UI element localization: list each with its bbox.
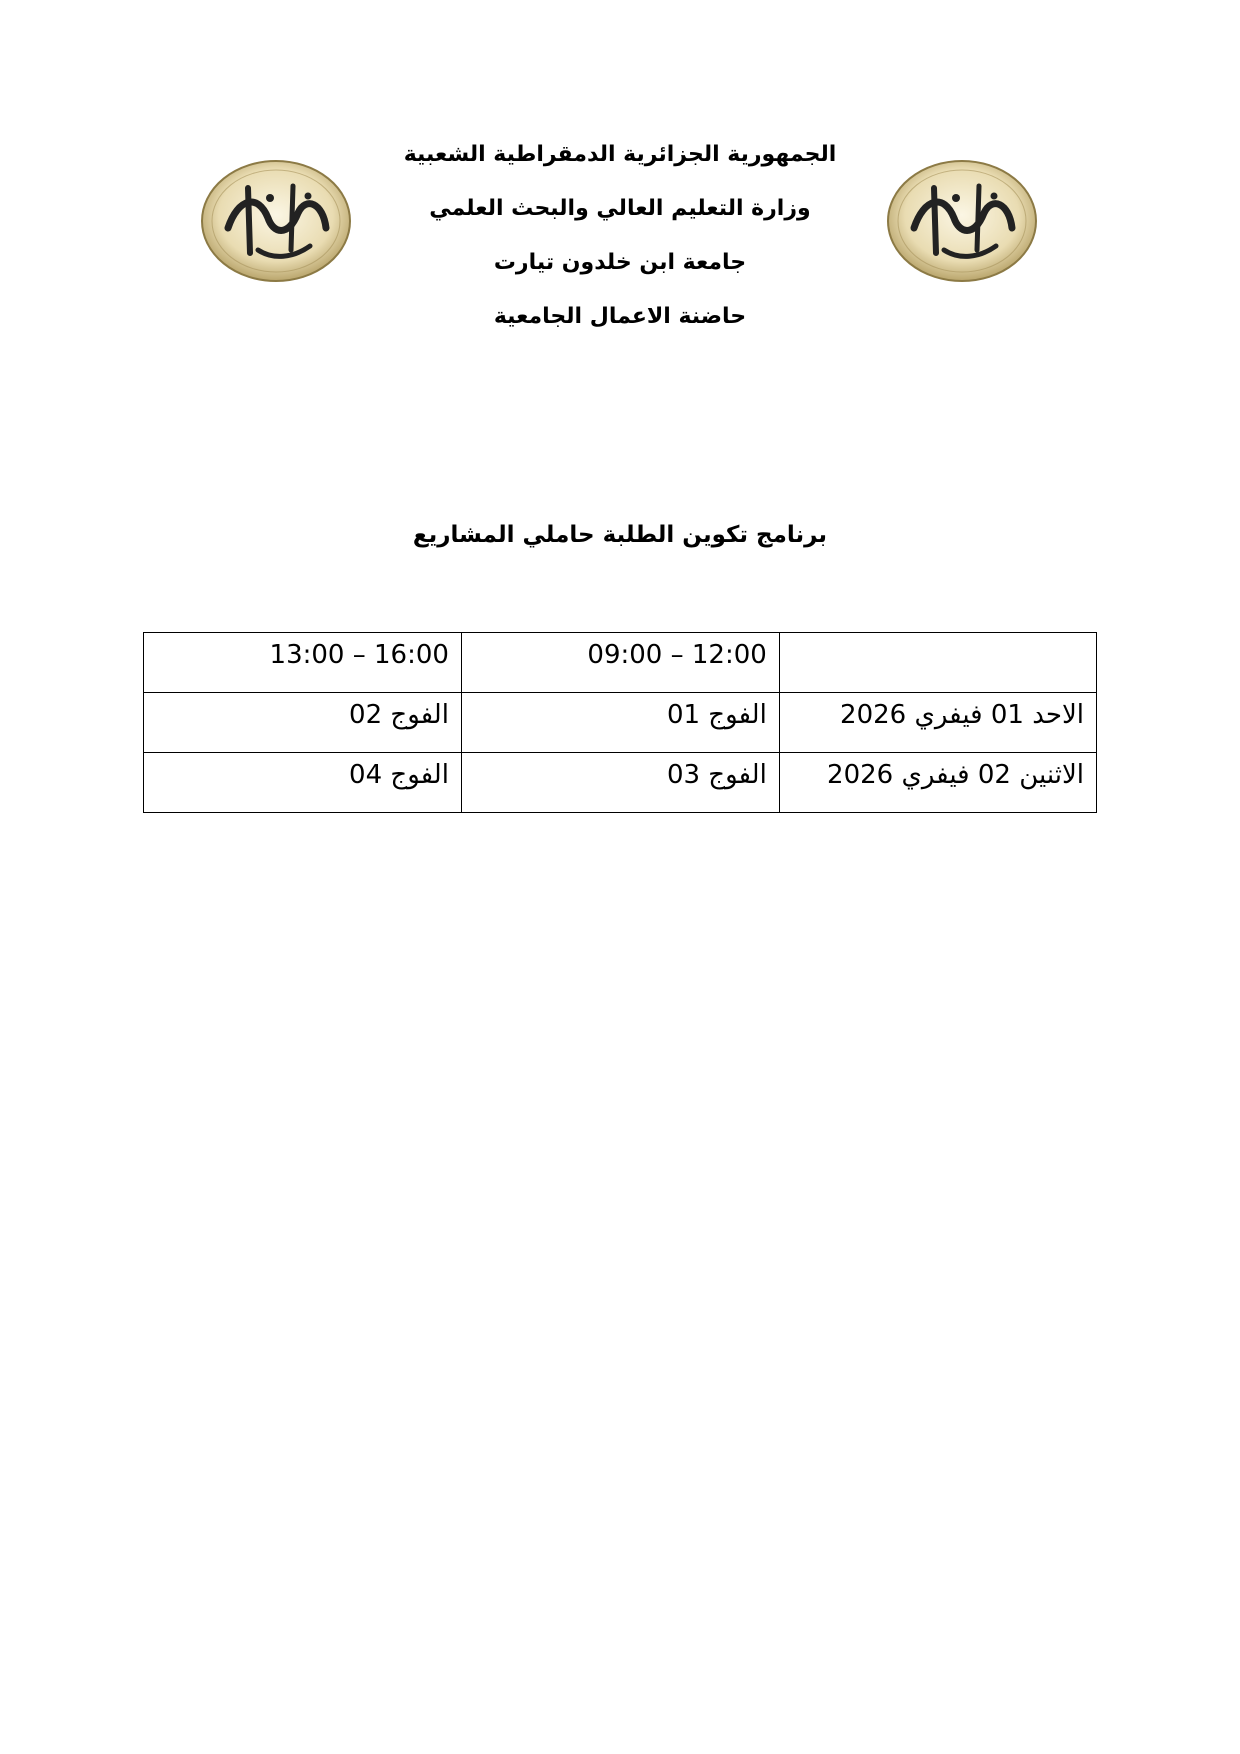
afternoon-time-label: 13:00 – 16:00 (269, 640, 449, 670)
table-header-row (144, 633, 1097, 693)
header-line-ministry: وزارة التعليم العالي والبحث العلمي (429, 196, 811, 221)
morning-group-cell: الفوج 01 (461, 693, 779, 753)
schedule-table (143, 632, 1097, 813)
day-cell: الاحد 01 فيفري 2026 (779, 693, 1096, 753)
table-row (144, 753, 1097, 813)
document-header (0, 128, 1240, 344)
header-line-republic: الجمهورية الجزائرية الدمقراطية الشعبية (403, 142, 837, 167)
program-title: برنامج تكوين الطلبة حاملي المشاريع (412, 522, 828, 548)
day-cell: الاثنين 02 فيفري 2026 (779, 753, 1096, 813)
morning-group-cell: الفوج 03 (461, 753, 779, 813)
afternoon-group-cell: الفوج 04 (144, 753, 462, 813)
header-cell-day (779, 633, 1096, 693)
afternoon-group-cell: الفوج 02 (144, 693, 462, 753)
header-line-incubator: حاضنة الاعمال الجامعية (493, 304, 747, 329)
header-line-university: جامعة ابن خلدون تيارت (493, 250, 747, 275)
header-cell-afternoon (144, 633, 462, 693)
morning-time-label: 09:00 – 12:00 (587, 640, 767, 670)
table-row (144, 693, 1097, 753)
header-cell-morning (461, 633, 779, 693)
